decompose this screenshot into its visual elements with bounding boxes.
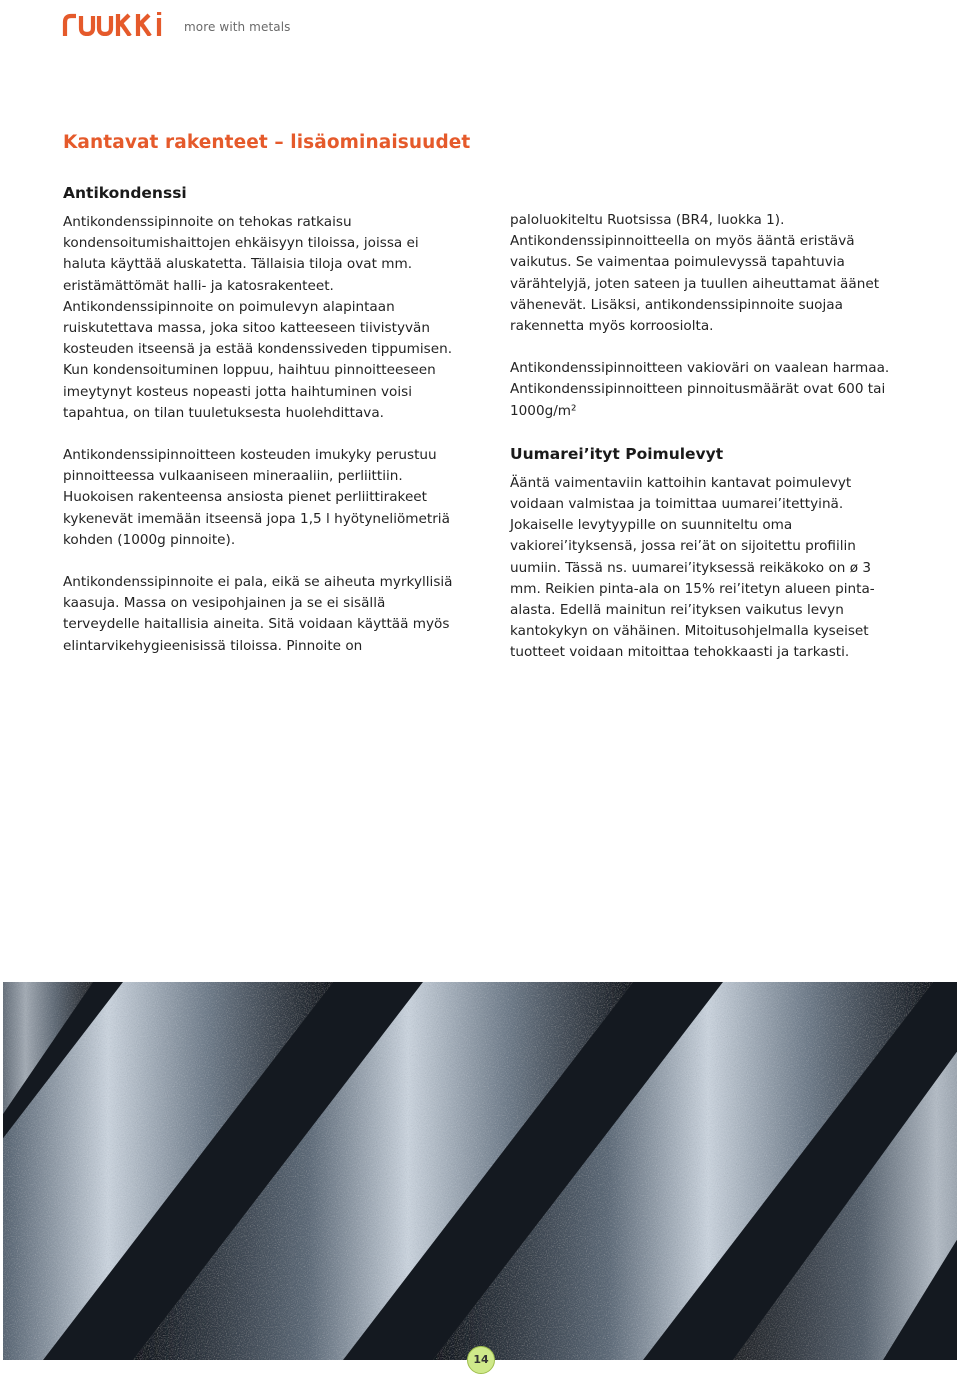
right-paragraph-1: paloluokiteltu Ruotsissa (BR4, luokka 1). Antikondenssipinnoitteella on myös ääntä eristävä vaikutus. Se vaimentaa poimulevyssä tapahtuvia värähtelyjä, joten sateen ja tuullen aiheuttamat äänet vähenevät. Lisäksi, antikondenssipinnoite suojaa rakennetta myös korroosiolta. — [510, 212, 880, 335]
tagline: more with metals — [184, 20, 291, 34]
left-paragraph-3: Antikondenssipinnoite ei pala, eikä se aiheuta myrkyllisiä kaasuja. Massa on vesipohjainen ja se ei sisällä terveydelle haitallisia aineita. Sitä voidaan käyttää myös elintarvikehygieenisissä tiloissa. Pinnoite on — [63, 574, 453, 654]
corrugated-coating-photo — [3, 982, 957, 1360]
ruukki-logo — [62, 12, 174, 36]
page-number-badge: 14 — [467, 1346, 495, 1374]
antikondenssi-heading: Antikondenssi — [63, 184, 187, 202]
right-column — [510, 210, 902, 685]
page-header — [62, 6, 291, 36]
left-column — [63, 182, 463, 678]
right-paragraph-2: Antikondenssipinnoitteen vakioväri on vaalean harmaa. Antikondenssipinnoitteen pinnoitusmäärät ovat 600 tai 1000g/m² — [510, 360, 890, 419]
right-paragraph-3: Ääntä vaimentaviin kattoihin kantavat poimulevyt voidaan valmistaa ja toimittaa uumarei’itettyinä. Jokaiselle levytyypille on suunniteltu oma vakiorei’ityksensä, jossa rei’ät on sijoitettu profiilin uumiin. Tässä ns. uumarei’ityksessä reikäkoko on ø 3 mm. Reikien pinta-ala on 15% rei’itetyn alueen pinta-alasta. Edellä mainitun rei’ityksen vaikutus levyn kantokykyn on vähäinen. Mitoitusohjelmalla kyseiset tuotteet voidaan mitoittaa tehokkaasti ja tarkasti. — [510, 474, 875, 661]
uumareityt-heading: Uumarei’ityt Poimulevyt — [510, 444, 724, 463]
page-title: Kantavat rakenteet – lisäominaisuudet — [63, 132, 471, 153]
left-paragraph-2: Antikondenssipinnoitteen kosteuden imukyky perustuu pinnoitteessa vulkaaniseen mineraaliin, perliittiin. Huokoisen rakenteensa ansiosta pienet perliittirakeet kykenevät imemään itseensä jopa 1,5 l hyötyneliömetriä kohden (1000g pinnoite). — [63, 447, 450, 548]
left-paragraph-1: Antikondenssipinnoite on tehokas ratkaisu kondensoitumishaittojen ehkäisyyn tiloissa, joissa ei haluta käyttää aluskatetta. Tällaisia tiloja ovat mm. eristämättömät halli- ja katosrakenteet. Antikondenssipinnoite on poimulevyn alapintaan ruiskutettava massa, joka sitoo katteeseen tiivistyvän kosteuden itseensä ja estää kondenssiveden tippumisen. Kun kondensoituminen loppuu, haihtuu pinnoitteeseen imeytynyt kosteus nopeasti jotta haihtuminen voisi tapahtua, on tilan tuuletuksesta huolehdittava. — [63, 214, 453, 421]
